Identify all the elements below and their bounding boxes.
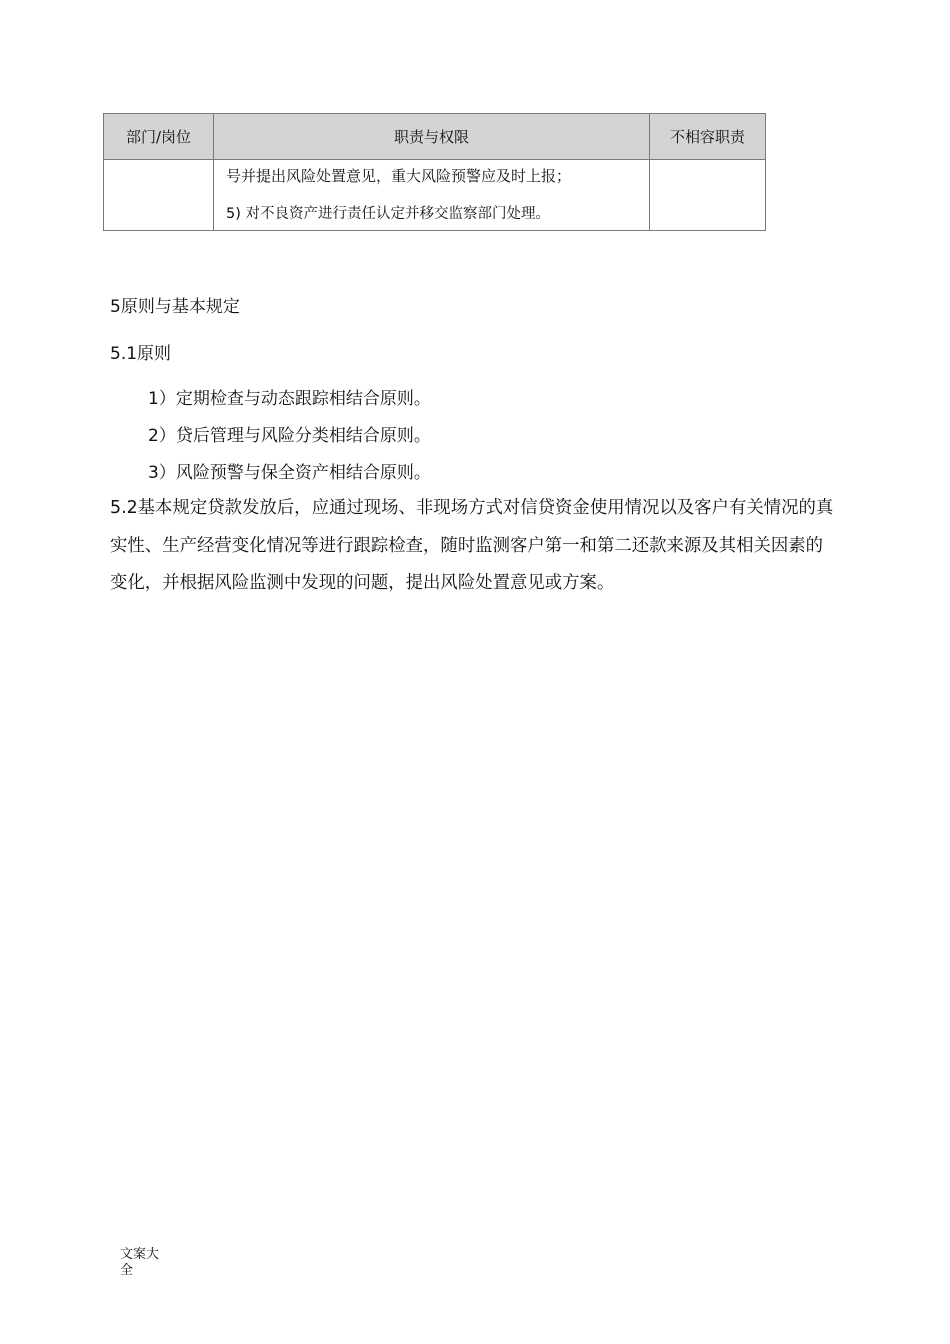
sub-heading-principles: 5.1原则 bbox=[110, 344, 172, 364]
duty-line: 5) 对不良资产进行责任认定并移交监察部门处理。 bbox=[226, 206, 550, 222]
footer-mark: 文案大全 bbox=[120, 1247, 160, 1278]
duty-table bbox=[103, 113, 766, 231]
table-header-row bbox=[104, 114, 766, 160]
cell-duties bbox=[214, 160, 650, 231]
rule-paragraph: 5.2基本规定贷款发放后，应通过现场、非现场方式对信贷资金使用情况以及客户有关情况的真实性、生产经营变化情况等进行跟踪检查，随时监测客户第一和第二还款来源及其相关因素的变化，并根据风险监测中发现的问题，提出风险处置意见或方案。 bbox=[110, 498, 834, 593]
principle-item-2: 2）贷后管理与风险分类相结合原则。 bbox=[148, 426, 431, 446]
cell-incompatible bbox=[650, 160, 766, 231]
section-heading: 5原则与基本规定 bbox=[110, 297, 240, 317]
duty-line: 号并提出风险处置意见，重大风险预警应及时上报； bbox=[226, 167, 572, 185]
header-duties: 职责与权限 bbox=[214, 114, 650, 160]
cell-department bbox=[104, 160, 214, 231]
principle-item-3: 3）风险预警与保全资产相结合原则。 bbox=[148, 463, 431, 483]
header-department: 部门/岗位 bbox=[104, 114, 214, 160]
header-incompatible: 不相容职责 bbox=[650, 114, 766, 160]
principle-item-1: 1）定期检查与动态跟踪相结合原则。 bbox=[148, 389, 431, 409]
table-row bbox=[104, 160, 766, 231]
